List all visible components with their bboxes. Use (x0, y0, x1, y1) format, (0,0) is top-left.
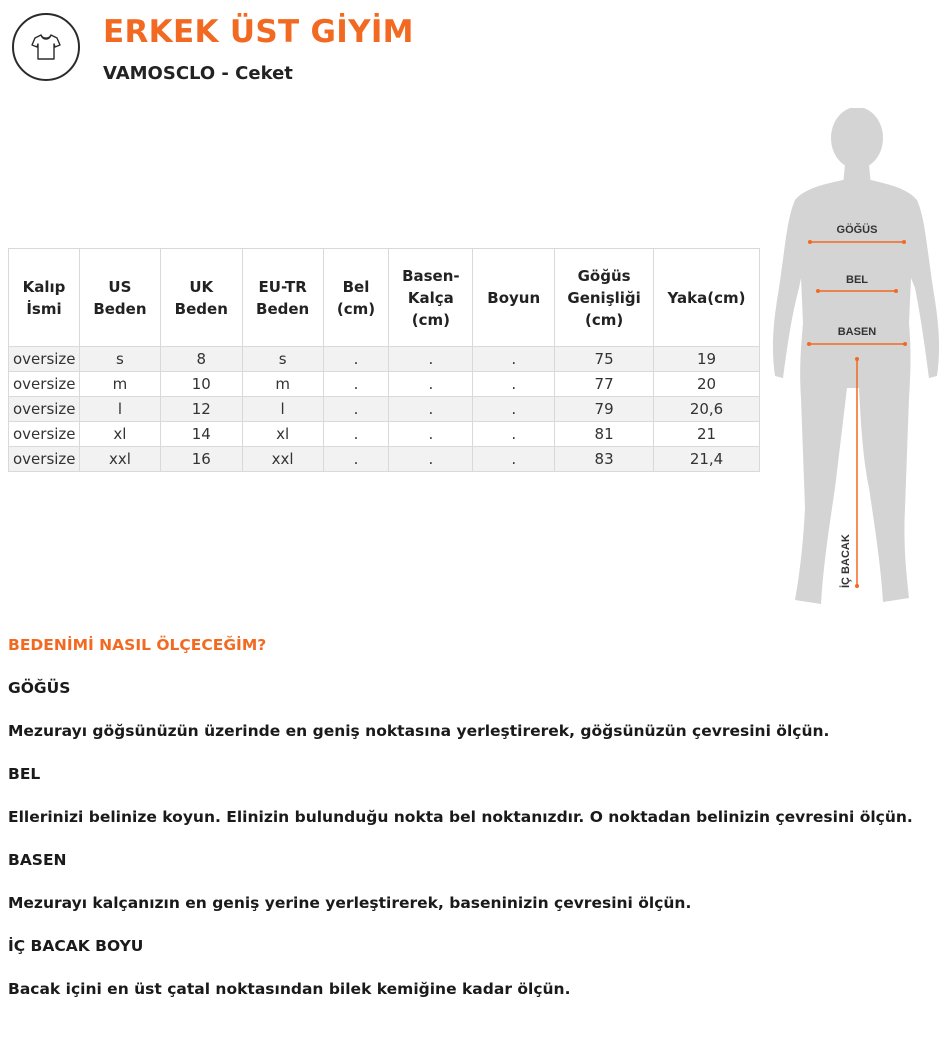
table-cell: oversize (9, 397, 80, 422)
chest-label: GÖĞÜS (836, 224, 878, 236)
table-cell: s (242, 347, 323, 372)
table-cell: . (473, 422, 555, 447)
table-cell: xxl (79, 447, 160, 472)
table-cell: xl (242, 422, 323, 447)
column-header: UK Beden (160, 249, 242, 347)
table-cell: 21,4 (654, 447, 760, 472)
table-cell: 20 (654, 372, 760, 397)
table-cell: oversize (9, 347, 80, 372)
product-subtitle: VAMOSCLO - Ceket (103, 63, 293, 84)
guide-item-text: Mezurayı kalçanızın en geniş yerine yerleştirerek, baseninizin çevresini ölçün. (8, 894, 692, 912)
table-cell: m (242, 372, 323, 397)
table-cell: . (389, 422, 473, 447)
category-logo (12, 13, 80, 81)
guide-heading: BEDENİMİ NASIL ÖLÇECEĞİM? (8, 636, 267, 654)
table-cell: 12 (160, 397, 242, 422)
table-cell: oversize (9, 372, 80, 397)
column-header: Basen- Kalça (cm) (389, 249, 473, 347)
table-cell: . (389, 447, 473, 472)
waist-label: BEL (846, 274, 868, 286)
table-cell: xl (79, 422, 160, 447)
table-cell: . (473, 447, 555, 472)
table-cell: l (79, 397, 160, 422)
page-title: ERKEK ÜST GİYİM (103, 14, 414, 50)
table-cell: . (323, 372, 389, 397)
table-cell: 77 (555, 372, 654, 397)
column-header: Boyun (473, 249, 555, 347)
table-header-row (9, 249, 760, 347)
body-measurement-figure (765, 108, 945, 608)
guide-item-title: BASEN (8, 851, 67, 869)
measurement-guide (8, 633, 933, 1001)
table-row (9, 397, 760, 422)
size-table (8, 248, 760, 472)
table-row (9, 372, 760, 397)
table-cell: 83 (555, 447, 654, 472)
column-header: US Beden (79, 249, 160, 347)
table-cell: oversize (9, 447, 80, 472)
table-cell: 10 (160, 372, 242, 397)
table-cell: . (323, 347, 389, 372)
table-cell: . (473, 397, 555, 422)
guide-item-text: Mezurayı göğsünüzün üzerinde en geniş noktasına yerleştirerek, göğsünüzün çevresini ölçün. (8, 722, 830, 740)
table-cell: 75 (555, 347, 654, 372)
table-cell: 81 (555, 422, 654, 447)
column-header: Bel (cm) (323, 249, 389, 347)
column-header: EU-TR Beden (242, 249, 323, 347)
guide-item-text: Ellerinizi belinize koyun. Elinizin bulunduğu nokta bel noktanızdır. O noktadan belinizin çevresini ölçün. (8, 808, 913, 826)
column-header: Göğüs Genişliği (cm) (555, 249, 654, 347)
table-cell: 8 (160, 347, 242, 372)
table-cell: . (389, 347, 473, 372)
table-cell: 14 (160, 422, 242, 447)
hip-label: BASEN (837, 326, 877, 338)
guide-item-title: GÖĞÜS (8, 679, 71, 697)
inseam-label: İÇ BACAK (840, 534, 852, 588)
table-cell: 20,6 (654, 397, 760, 422)
table-cell: l (242, 397, 323, 422)
table-row (9, 347, 760, 372)
table-cell: . (389, 397, 473, 422)
table-cell: oversize (9, 422, 80, 447)
table-cell: xxl (242, 447, 323, 472)
guide-item-title: İÇ BACAK BOYU (8, 937, 144, 955)
table-cell: . (323, 447, 389, 472)
table-cell: 79 (555, 397, 654, 422)
table-row (9, 422, 760, 447)
table-cell: . (473, 372, 555, 397)
table-row (9, 447, 760, 472)
table-cell: 16 (160, 447, 242, 472)
guide-item-title: BEL (8, 765, 41, 783)
column-header: Kalıp İsmi (9, 249, 80, 347)
table-cell: . (323, 397, 389, 422)
table-cell: m (79, 372, 160, 397)
table-cell: s (79, 347, 160, 372)
table-cell: 19 (654, 347, 760, 372)
table-cell: 21 (654, 422, 760, 447)
table-cell: . (323, 422, 389, 447)
table-cell: . (389, 372, 473, 397)
column-header: Yaka(cm) (654, 249, 760, 347)
body-silhouette (773, 108, 939, 604)
tshirt-icon (30, 32, 62, 62)
guide-item-text: Bacak içini en üst çatal noktasından bilek kemiğine kadar ölçün. (8, 980, 571, 998)
table-cell: . (473, 347, 555, 372)
